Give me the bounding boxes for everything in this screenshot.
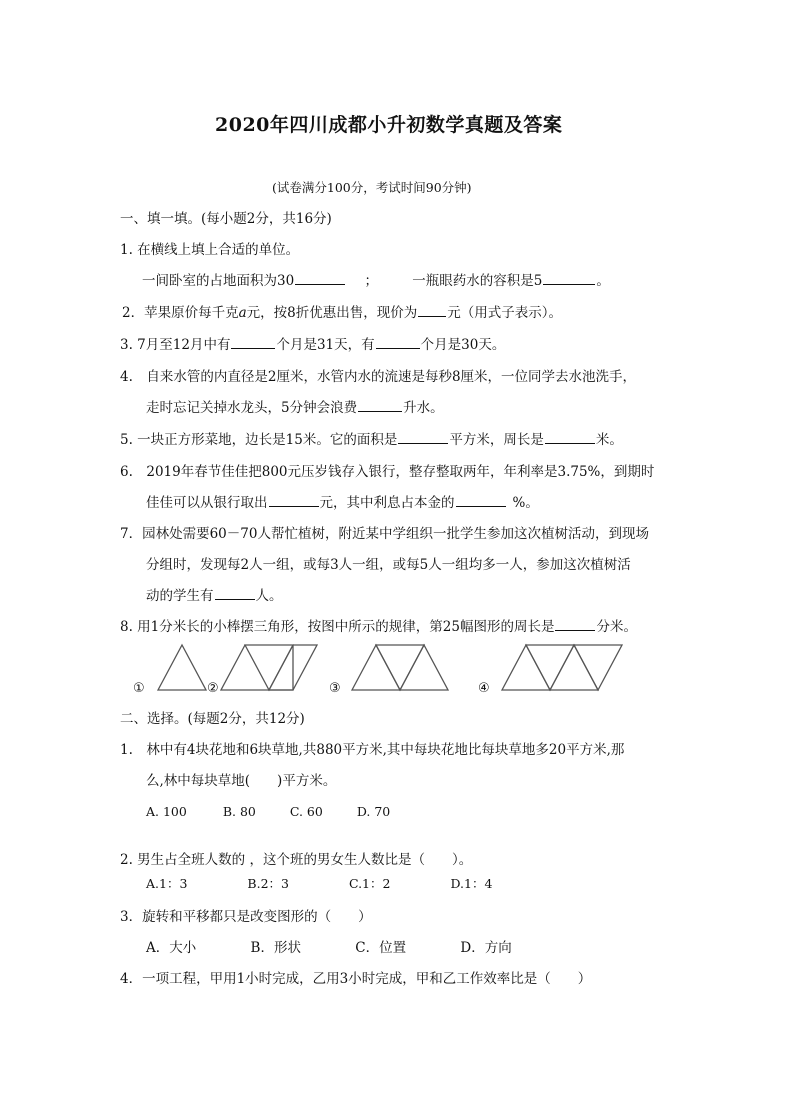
q3-text-a: 3. 7月至12月中有: [120, 337, 231, 353]
q3-text-c: 个月是30天。: [420, 337, 506, 353]
figure-4: [478, 645, 622, 696]
answer-blank[interactable]: [269, 493, 319, 507]
section1-heading: 一、填一填。(每小题2分，共16分): [120, 211, 332, 227]
option-a[interactable]: A．大小: [146, 940, 197, 956]
q5-line: [120, 428, 623, 448]
s2-q2-line: 2. 男生占全班人数的 ，这个班的男女生人数比是（ ）。: [120, 852, 473, 868]
q2-text-a: 2．苹果原价每千克: [122, 305, 239, 321]
q6-text-b: 元，其中利息占本金的: [319, 495, 455, 511]
option-d[interactable]: D. 70: [356, 804, 391, 819]
triangle: [550, 645, 598, 690]
s2-q2-options: [146, 874, 492, 892]
triangle-edges: [221, 645, 269, 690]
triangle: [400, 645, 448, 690]
s2-q1-options: [146, 804, 390, 819]
answer-blank[interactable]: [555, 617, 595, 631]
q1-text-c: 一瓶眼药水的容积是5: [412, 273, 543, 289]
option-c[interactable]: C．位置: [355, 940, 407, 956]
q1-line2: [142, 269, 610, 289]
q1-line1: 1. 在横线上填上合适的单位。: [120, 242, 300, 258]
q7-line1: 7．园林处需要60－70人帮忙植树，附近某中学组织一批学生参加这次植树活动，到现场: [120, 526, 649, 542]
s2-q1-line1: 1. 林中有4块花地和6块草地,共880平方米,其中每块花地比每块草地多20平方米,那: [120, 742, 625, 758]
triangle: [526, 645, 574, 690]
s2-q1-line2: 么,林中每块草地( )平方米。: [146, 773, 337, 789]
triangle: [574, 645, 622, 690]
q4-text-b: 升水。: [403, 400, 444, 416]
q1-text-a: 一间卧室的占地面积为30: [142, 273, 295, 289]
option-a[interactable]: A. 100: [146, 804, 187, 819]
answer-blank[interactable]: [358, 398, 402, 412]
q1-text-d: 。: [596, 273, 610, 289]
option-a[interactable]: A.1：3: [146, 876, 188, 891]
s2-q4-line: 4．一项工程，甲用1小时完成，乙用3小时完成，甲和乙工作效率比是（ ）: [120, 971, 592, 987]
answer-blank[interactable]: [543, 271, 595, 285]
triangle: [376, 645, 424, 690]
q3-text-b: 个月是31天，有: [276, 337, 375, 353]
triangle: [269, 645, 293, 690]
q1-text-b: ；: [364, 273, 378, 289]
q6-text-c: %。: [512, 495, 539, 511]
option-d[interactable]: D．方向: [460, 940, 512, 956]
q7-line3: [146, 584, 283, 604]
triangle: [502, 645, 550, 690]
q8-text-b: 分米。: [596, 619, 637, 635]
answer-blank[interactable]: [376, 335, 420, 349]
answer-blank[interactable]: [545, 430, 595, 444]
q5-text-a: 5. 一块正方形菜地，边长是15米。它的面积是: [120, 432, 398, 448]
option-b[interactable]: B.2：3: [247, 876, 289, 891]
figure-1: [133, 645, 206, 696]
answer-blank[interactable]: [456, 493, 506, 507]
q2-variable: a: [238, 305, 247, 321]
figure-label-1: ①: [133, 681, 145, 696]
q6-text-a: 佳佳可以从银行取出: [146, 495, 268, 511]
q4-text-a: 走时忘记关掉水龙头，5分钟会浪费: [146, 400, 358, 416]
figure-label-3: ③: [329, 681, 341, 696]
page-title: 2020年四川成都小升初数学真题及答案: [215, 114, 563, 136]
option-c[interactable]: C. 60: [289, 804, 323, 819]
q7-text-b: 人。: [255, 588, 283, 604]
answer-blank[interactable]: [418, 303, 446, 317]
option-c[interactable]: C.1：2: [348, 876, 391, 891]
triangle: [245, 645, 293, 690]
q6-line2: [146, 491, 539, 511]
option-d[interactable]: D.1：4: [450, 876, 493, 891]
figure-label-2: ②: [207, 681, 219, 696]
answer-blank[interactable]: [215, 586, 255, 600]
triangle-pattern-figure: [0, 640, 790, 700]
q7-text-a: 动的学生有: [146, 588, 214, 604]
answer-blank[interactable]: [231, 335, 275, 349]
q2-line: [122, 301, 562, 321]
q6-line1: 6. 2019年春节佳佳把800元压岁钱存入银行，整存整取两年，年利率是3.75%，到期时: [120, 464, 655, 480]
q7-line2: 分组时，发现每2人一组，或每3人一组，或每5人一组均多一人，参加这次植树活: [146, 557, 631, 573]
figure-label-4: ④: [478, 681, 490, 696]
answer-blank[interactable]: [295, 271, 345, 285]
triangle: [158, 645, 206, 690]
exam-info: (试卷满分100分，考试时间90分钟): [272, 180, 472, 195]
q4-line1: 4. 自来水管的内直径是2厘米，水管内水的流速是每秒8厘米，一位同学去水池洗手，: [120, 369, 637, 385]
q5-text-b: 平方米，周长是: [449, 432, 544, 448]
q4-line2: [146, 396, 444, 416]
s2-q3-options: [146, 936, 512, 956]
q8-text-a: 8. 用1分米长的小棒摆三角形，按图中所示的规律，第25幅图形的周长是: [120, 619, 555, 635]
q2-text-c: 元（用式子表示）。: [447, 305, 562, 321]
q2-text-b: 元，按8折优惠出售，现价为: [246, 305, 418, 321]
figure-3: [329, 645, 448, 696]
s2-q3-line: 3．旋转和平移都只是改变图形的（ ）: [120, 909, 372, 925]
q3-line: [120, 333, 505, 353]
option-b[interactable]: B．形状: [250, 940, 301, 956]
option-b[interactable]: B. 80: [222, 804, 256, 819]
answer-blank[interactable]: [398, 430, 448, 444]
section2-heading: 二、选择。(每题2分，共12分): [120, 711, 305, 727]
triangle: [352, 645, 400, 690]
q5-text-c: 米。: [595, 432, 623, 448]
q8-line: [120, 615, 637, 635]
figure-2: [207, 645, 317, 696]
